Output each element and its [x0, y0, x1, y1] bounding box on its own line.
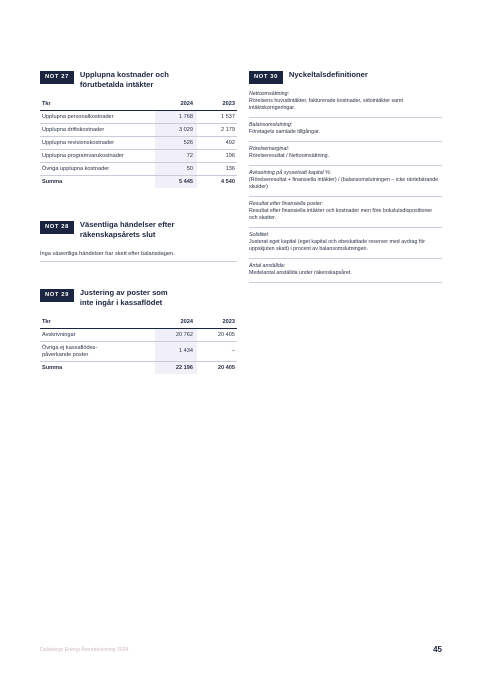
definition-text: Justerat eget kapital (eget kapital och obeskattade reserver med avdrag för uppskjuten skatt) i procent av balansomslutningen.	[249, 239, 426, 252]
table-header-row	[40, 99, 237, 111]
column-header-label: Tkr	[40, 317, 155, 329]
column-header-2023: 2023	[197, 99, 237, 111]
definition-text: Rörelsens huvudintäkter, fakturerade kostnader, sidointäkter samt intäktskorrigeringar.	[249, 98, 403, 111]
definition-term: Resultat efter finansiella poster:	[249, 201, 324, 207]
row-label: Upplupna revisionskostnader	[40, 137, 155, 150]
sum-label: Summa	[42, 178, 63, 185]
sum-2023: 20 405	[217, 364, 235, 371]
note-29-title-line1: Justering av poster som	[79, 288, 168, 297]
definition-text: Rörelseresultat / Nettoomsättning.	[249, 153, 330, 159]
value-2023: 1 537	[197, 111, 237, 124]
table-row	[40, 124, 237, 137]
definition-text: (Rörelseresultat + finansiella intäkter) / (balansomslutningen – icke räntebärande skulder)	[249, 177, 439, 190]
note-29	[40, 288, 237, 374]
value-2023: –	[197, 342, 237, 362]
column-header-label: Tkr	[40, 99, 155, 111]
sum-2024: 22 196	[155, 362, 197, 375]
row-label: Övriga upplupna kostnader	[40, 163, 155, 176]
row-label: Upplupna driftskostnader	[40, 124, 155, 137]
value-2024: 72	[155, 150, 197, 163]
value-2023: 196	[197, 150, 237, 163]
value-2023: 20 405	[197, 329, 237, 342]
definition-item	[249, 142, 442, 166]
value-2024: 20 762	[155, 329, 197, 342]
sum-row	[40, 362, 237, 375]
table-row	[40, 342, 237, 362]
definition-item	[249, 259, 442, 283]
sum-2024: 5 445	[155, 176, 197, 189]
right-column	[249, 70, 442, 283]
table-header-row	[40, 317, 237, 329]
value-2024: 1 768	[155, 111, 197, 124]
definition-term: Soliditet:	[249, 232, 270, 238]
left-column	[40, 70, 237, 394]
definition-term: Nettoomsättning:	[249, 91, 290, 97]
sum-row	[40, 176, 237, 189]
column-header-2024: 2024	[155, 317, 197, 329]
note-28-text: Inga väsentliga händelser har skett efter balansdagen.	[40, 249, 237, 262]
table-row	[40, 329, 237, 342]
row-label: Avskrivningar	[40, 329, 155, 342]
note-30-badge: NOT 30	[249, 71, 283, 84]
note-28-badge: NOT 28	[40, 221, 74, 234]
table-row	[40, 111, 237, 124]
definition-item	[249, 118, 442, 142]
note-30-header	[249, 70, 442, 84]
note-30-title: Nyckeltalsdefinitioner	[288, 70, 368, 79]
table-row	[40, 163, 237, 176]
value-2024: 526	[155, 137, 197, 150]
note-27-title-line2: förutbetalda intäkter	[79, 80, 154, 89]
definition-item	[249, 197, 442, 228]
definition-item	[249, 228, 442, 259]
table-row	[40, 137, 237, 150]
definition-item	[249, 91, 442, 118]
note-27-badge: NOT 27	[40, 71, 74, 84]
note-28-title-line2: räkenskapsårets slut	[79, 230, 156, 239]
value-2023: 136	[197, 163, 237, 176]
note-27-table	[40, 99, 237, 188]
note-29-header	[40, 288, 237, 308]
note-28	[40, 220, 237, 262]
definition-term: Balansomslutning:	[249, 122, 293, 128]
column-header-2023: 2023	[197, 317, 237, 329]
table-row	[40, 150, 237, 163]
definition-list	[249, 91, 442, 283]
note-27	[40, 70, 237, 188]
note-29-title-line2: inte ingår i kassaflödet	[79, 298, 163, 307]
note-27-title-line1: Upplupna kostnader och	[79, 70, 169, 79]
row-label: Upplupna personalkostnader	[40, 111, 155, 124]
note-27-header	[40, 70, 237, 90]
note-29-badge: NOT 29	[40, 289, 74, 302]
value-2023: 2 179	[197, 124, 237, 137]
page-number: 45	[433, 645, 442, 654]
value-2023: 492	[197, 137, 237, 150]
definition-text: Resultat efter finansiella intäkter och kostnader men före bokslutsdispositioner och skatter.	[249, 208, 433, 221]
note-27-title	[80, 70, 169, 90]
column-header-2024: 2024	[155, 99, 197, 111]
note-29-title	[80, 288, 168, 308]
note-28-header	[40, 220, 237, 240]
sum-2023: 4 540	[221, 178, 235, 185]
value-2024: 1 434	[155, 342, 197, 362]
value-2024: 3 029	[155, 124, 197, 137]
row-label: Upplupna programvarukostnader	[40, 150, 155, 163]
definition-text: Företagets samlade tillgångar.	[249, 129, 320, 135]
definition-term: Antal anställda:	[249, 263, 286, 269]
note-28-title	[80, 220, 175, 240]
sum-label: Summa	[42, 364, 63, 371]
footer-report-title: Dalsbergs Energi Årsredovisning 2024	[40, 647, 129, 653]
definition-text: Medelantal anställda under räkenskapsåret.	[249, 270, 352, 276]
value-2024: 50	[155, 163, 197, 176]
note-29-table	[40, 317, 237, 374]
definition-term: Rörelsemarginal:	[249, 146, 290, 152]
definition-term: Avkastning på sysselsatt kapital %:	[249, 170, 332, 176]
note-28-title-line1: Väsentliga händelser efter	[79, 220, 175, 229]
definition-item	[249, 166, 442, 197]
row-label: Övriga ej kassaflödes- påverkande poster	[40, 342, 155, 362]
